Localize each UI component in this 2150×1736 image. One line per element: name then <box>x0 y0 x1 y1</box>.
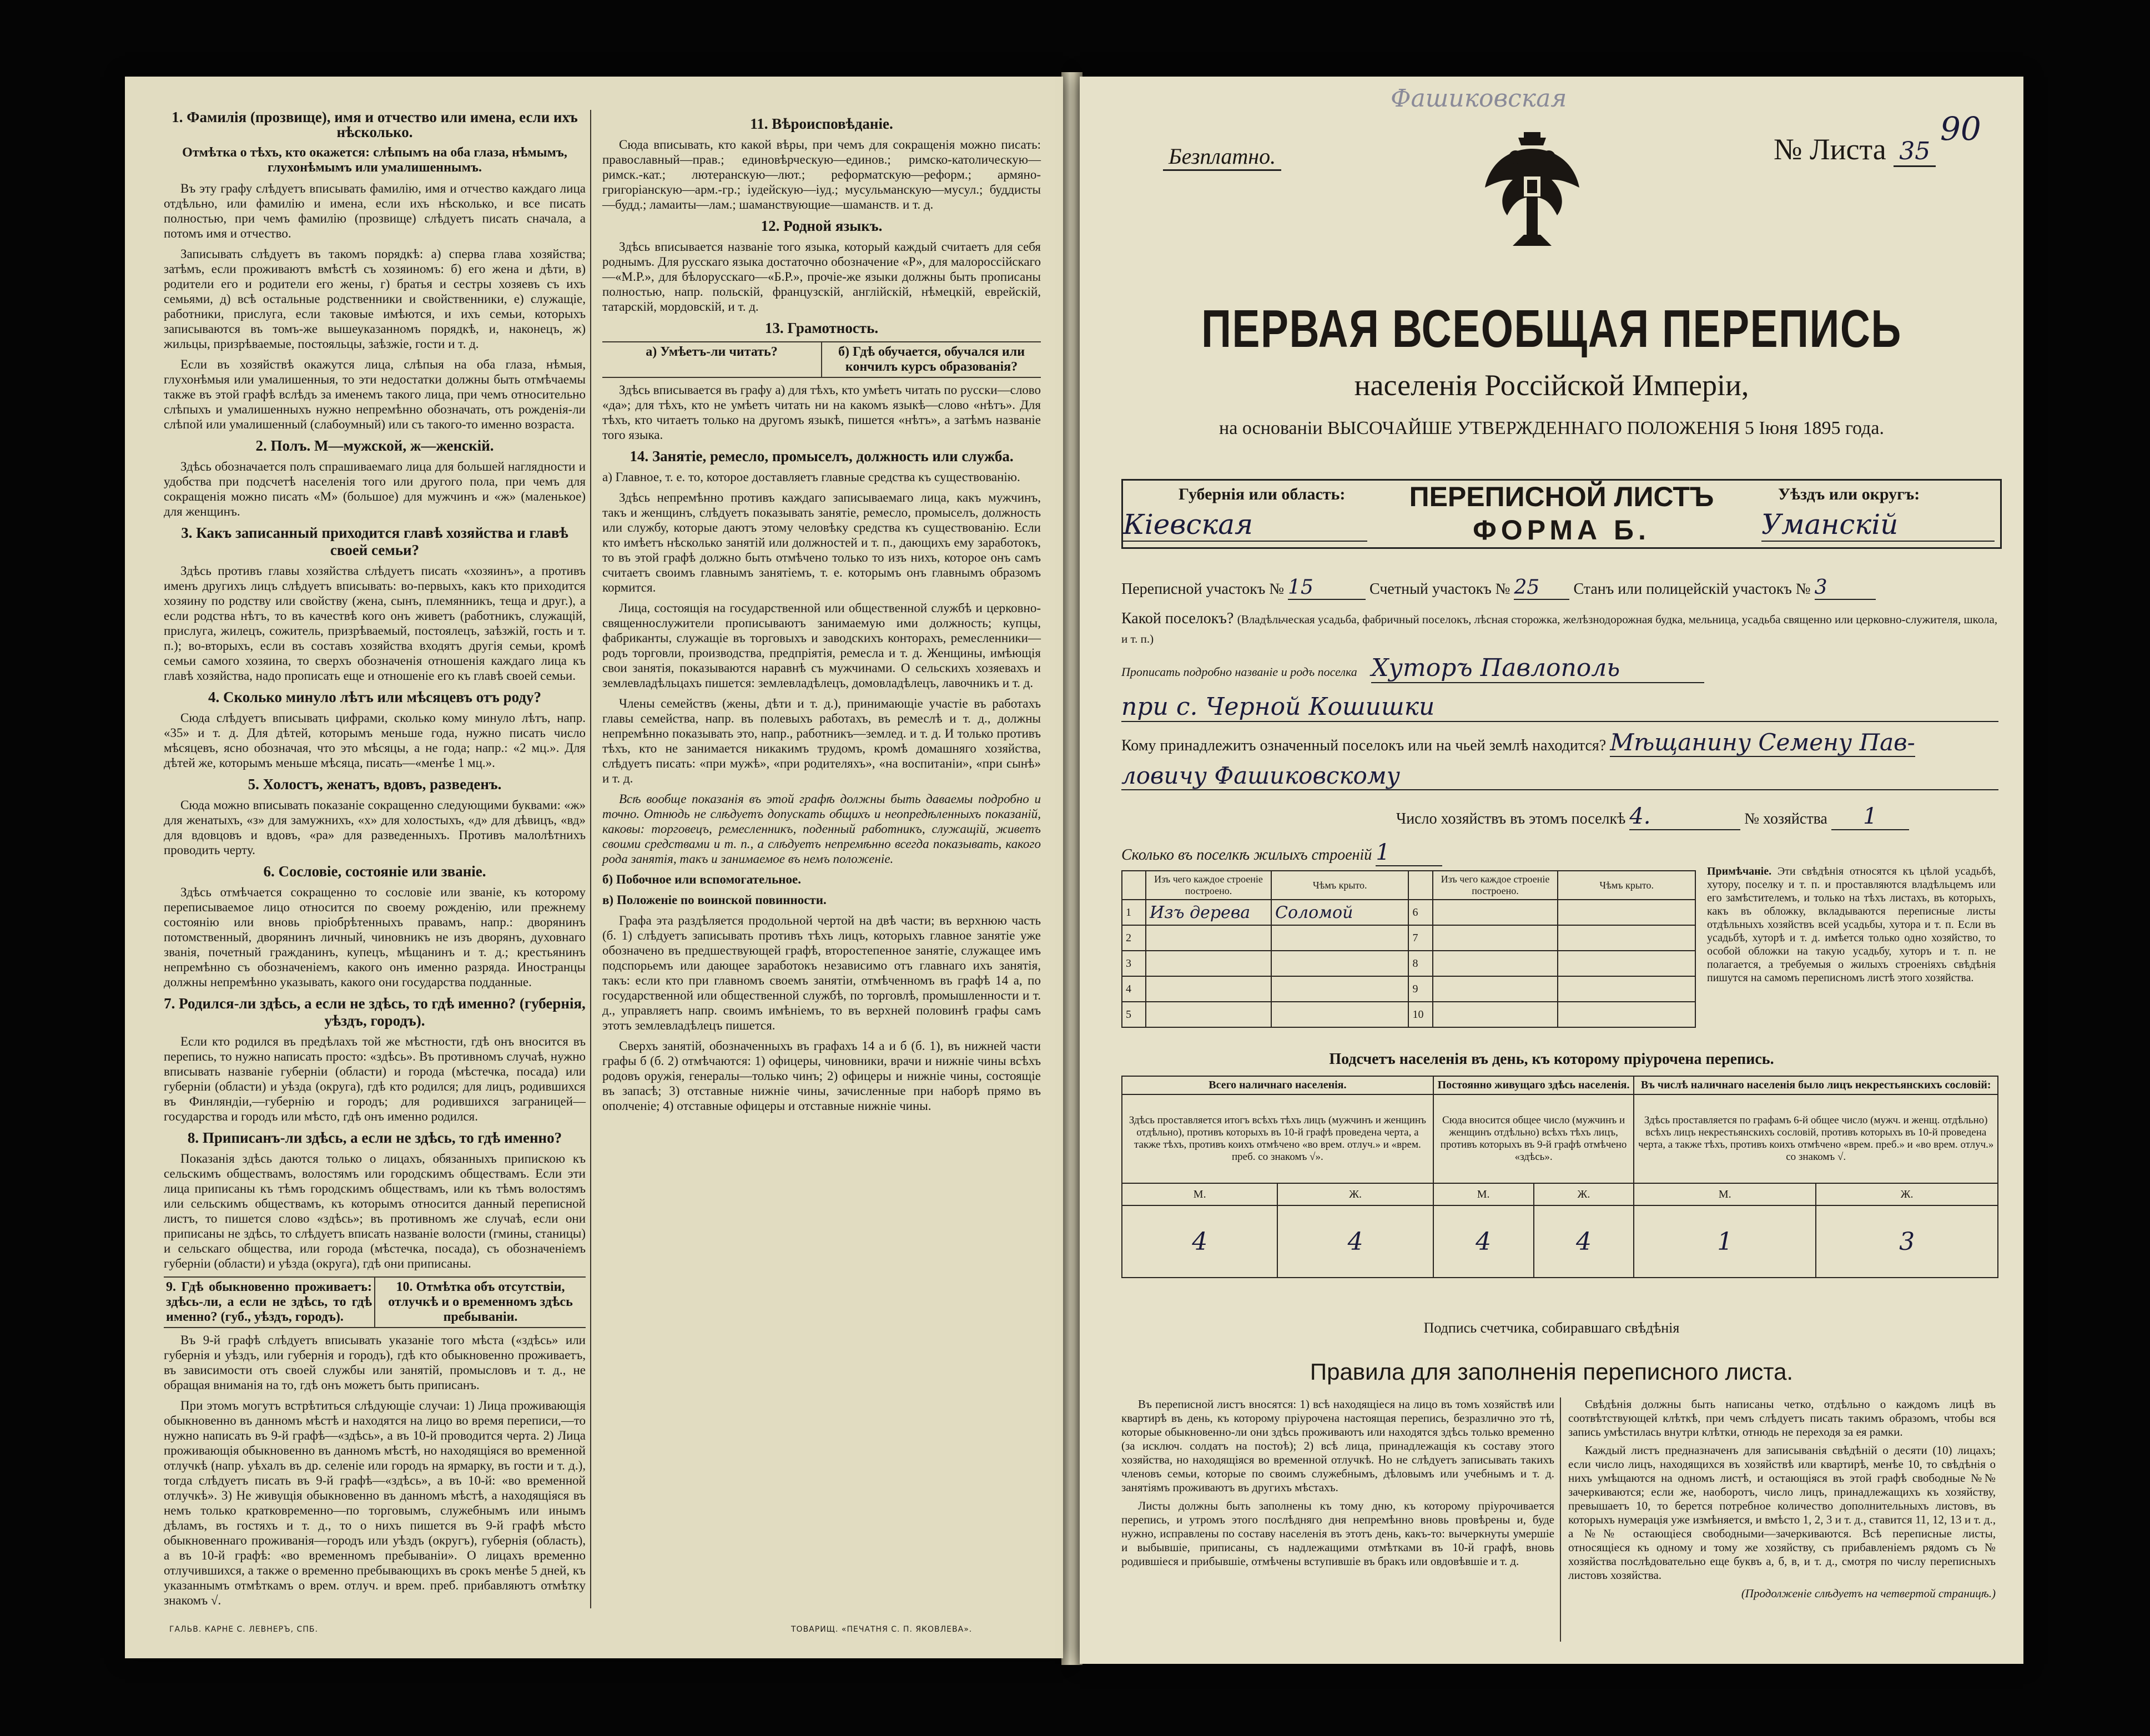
resident-population-header: Постоянно живущаго здѣсь населенія. <box>1433 1076 1634 1094</box>
settlement-label: Какой поселокъ? <box>1121 610 1234 627</box>
province-label: Губернія или область: <box>1179 485 1346 503</box>
table-row <box>1122 976 1695 1002</box>
settlement-value-2: при с. Черной Кошишки <box>1121 693 1998 722</box>
section-4-text: Сюда слѣдуетъ вписывать цифрами, сколько кому минуло лѣтъ, напр. «35» и т. д. Для дѣтей, которымъ меньше года, нужно писать число мѣсяцевъ, ясно обозначая, что это мѣсяцы, а не года; напр.: «2 мц.». Для дѣтей же, которымъ меньше мѣсяца, писать—«менѣе 1 мц.». <box>164 711 586 770</box>
section-14-title: 14. Занятіе, ремесло, промыселъ, должность или служба. <box>630 448 1014 465</box>
printer-imprint-right: ТОВАРИЩ. «ПЕЧАТНЯ С. П. ЯКОВЛЕВА». <box>791 1625 973 1634</box>
section-14-text: Графа эта раздѣляется продольной чертой на двѣ части; въ верхнюю часть (б. 1) слѣдуетъ записывать противъ тѣхъ лицъ, которыхъ главное занятіе уже обозначено въ предшествующей графѣ, второстепенное занятіе, служащее имъ подспорьемъ или дающее заработокъ независимо отъ главнаго ихъ занятія, такъ: если кто при главномъ своемъ занятіи, отмѣченномъ въ графѣ 14 а, по государственной или общественной службѣ, по торговлѣ, промышленности и т. д., управляетъ напр. своимъ имѣніемъ, то въ верхней половинѣ графы самъ этотъ землевладѣлецъ пишется. <box>602 914 1041 1032</box>
instructions-page <box>125 77 1063 1658</box>
section-1-text: Записывать слѣдуетъ въ такомъ порядкѣ: а) сперва глава хозяйства; затѣмъ, если проживаютъ вмѣстѣ съ хозяиномъ: б) его жена и дѣти, в) родители его и родители его жены, г) братья и сестры хозяевъ съ ихъ семьями, д) всѣ остальные родственники и свойственники, е) служащіе, работники, прислуга, если таковые имѣются, и ихъ семьи, которыхъ записываются въ томъ-же вышеуказанномъ порядкѣ, и, наконецъ, ж) жильцы, призрѣваемые, постояльцы, заѣзжіе, гости и т. д. <box>164 247 586 351</box>
roof-header: Чѣмъ крыто. <box>1558 871 1695 900</box>
section-13a-title: а) Умѣетъ-ли читать? <box>602 342 822 377</box>
section-9-text: Въ 9-й графѣ слѣдуетъ вписывать указаніе того мѣста («здѣсь» или губернія и уѣздъ, или губернія и городъ), гдѣ кто обыкновенно проживаетъ, въ зависимости отъ своей службы или занятій, промысловъ и т. д., не обращая вниманія на то, гдѣ онъ можетъ быть приписанъ. <box>164 1333 586 1392</box>
total-male-count: 4 <box>1122 1205 1277 1278</box>
form-title: ПЕРЕПИСНОЙ ЛИСТЪ <box>1409 481 1714 512</box>
settlement-hint-2: Прописать подробно названіе и родъ поселка <box>1121 665 1357 679</box>
row-number: 8 <box>1408 951 1432 976</box>
instructions-column-2 <box>602 110 1041 1119</box>
row-number: 6 <box>1408 900 1432 925</box>
table-row <box>1122 900 1695 925</box>
section-14c-title: в) Положеніе по воинской повинности. <box>602 893 827 907</box>
building-roof: Соломой <box>1271 900 1408 925</box>
households-label: Число хозяйствъ въ этомъ поселкѣ <box>1396 810 1626 827</box>
row-number: 5 <box>1122 1002 1146 1027</box>
section-1-title: 1. Фамилія (прозвище), имя и отчество или имена, если ихъ нѣсколько. <box>172 109 578 140</box>
sheet-number-field <box>1774 132 1936 166</box>
buildings-note <box>1707 865 1996 985</box>
female-label: Ж. <box>1816 1183 1998 1205</box>
buildings-line <box>1121 840 1442 866</box>
note-label: Примѣчаніе. <box>1707 865 1772 877</box>
province-value: Кіевская <box>1123 508 1367 542</box>
table-row <box>1122 951 1695 976</box>
section-1-text: Въ эту графу слѣдуетъ вписывать фамилію, имя и отчество каждаго лица отдѣльно, или фамилію и имена, если ихъ нѣсколько, и все писать полностью, при чемъ фамилію (прозвище) слѣдуетъ писать сначала, а потомъ имя и отчество. <box>164 181 586 240</box>
district-value: Уманскій <box>1761 508 1995 542</box>
police-district-label: Станъ или полицейскій участокъ № <box>1573 581 1811 598</box>
form-header-box <box>1121 479 2002 549</box>
census-district-value: 15 <box>1288 576 1366 600</box>
instructions-column-1 <box>164 110 586 1613</box>
owner-question: Кому принадлежитъ означенный поселокъ или на чьей землѣ находится? <box>1121 737 1607 754</box>
resident-female-count: 4 <box>1534 1205 1634 1278</box>
households-value: 4. <box>1629 804 1740 830</box>
rules-title: Правила для заполненія переписного листа. <box>1310 1359 1794 1385</box>
section-14b-title: б) Побочное или вспомогательное. <box>602 872 801 886</box>
section-10-title: 10. Отмѣтка объ отсутствіи, отлучкѣ и о временномъ здѣсь пребываніи. <box>388 1280 573 1324</box>
population-count-title: Подсчетъ населенія въ день, къ которому пріурочена перепись. <box>1329 1051 1774 1068</box>
section-3-text: Здѣсь противъ главы хозяйства слѣдуетъ писать «хозяинъ», а противъ именъ другихъ лицъ слѣдуетъ вписывать: во-первыхъ, какъ кто приходится хозяину по родству или свойству (жена, сынъ, племянникъ, теща и друг.), а если родства нѣтъ, то въ качествѣ кого онъ живетъ (работникъ, служащій, прислуга, жилецъ, сожитель, призрѣваемый, постоялецъ, заѣзжій, гость и т. п.); во-вторыхъ, если въ составъ хозяйства входятъ другія семьи, кромѣ семьи самого хозяина, то сверхъ обозначенія отношенія каждаго лица къ главѣ хозяйства, надо прописать еще и отношеніе его къ главѣ своей семьи. <box>164 564 586 683</box>
section-9-text: При этомъ могутъ встрѣтиться слѣдующіе случаи: 1) Лица проживающія обыкновенно въ данномъ мѣстѣ и находятся на лицо во время переписи,—то нужно написать въ 9-й графѣ—«здѣсь», а въ 10-й проводится черта. 2) Лица проживающія обыкновенно въ данномъ мѣстѣ, но находящіяся во временной отлучкѣ (напр. уѣхалъ въ др. селеніе или городъ на ярмарку, въ гости и т. д.), тогда слѣдуетъ писать въ 9-й графѣ—«здѣсь», а въ 10-й: «во временной отлучкѣ». 3) Не живущія обыкновенно въ данномъ мѣстѣ, а находящіяся въ немъ только кратковременно—по торговымъ, служебнымъ или инымъ дѣламъ, въ гостяхъ и т. д., то о нихъ пишется въ 9-й графѣ мѣсто обыкновеннаго проживанія—городъ или уѣздъ (округъ), губернія (область), а въ 10-й графѣ: «во временномъ пребываніи». О лицахъ временно отлучившихся, а также о временно пребывающихъ въ срокъ менѣе 5 дней, къ указаннымъ отмѣткамъ о врем. отлуч. и врем. преб. прибавляютъ отмѣтку знакомъ √. <box>164 1399 586 1607</box>
non-peasant-desc: Здѣсь проставляется по графамъ 6-й общее число (мужч. и женщ. отдѣльно) всѣхъ лицъ некрестьянскихъ сословій, противъ которыхъ въ 10-й проведена черта, а также тѣхъ, противъ коихъ отмѣчено «врем. преб.» и «во врем. отлуч.» со знакомъ √. <box>1634 1094 1998 1183</box>
buildings-label: Сколько въ поселкѣ жилыхъ строеній <box>1121 846 1372 864</box>
sheet-number-label: № Листа <box>1774 133 1886 166</box>
section-14-subtitle: а) Главное, т. е. то, которое доставляетъ главные средства къ существованію. <box>602 470 1020 484</box>
section-8-text: Показанія здѣсь даются только о лицахъ, обязанныхъ припискою къ сельскимъ обществамъ, волостямъ или городскимъ обществамъ. Если эти лица приписаны къ тѣмъ городскимъ обществамъ, или къ тѣмъ волостямъ или сельскимъ обществамъ, къ которымъ относится данный переписной листъ, то пишется слово «здѣсь»; въ противномъ же случаѣ, если они приписаны не здѣсь, то слѣдуетъ вписать названіе волости (гмины, станицы) и сельскаго общества, или города (мѣстечка, посада), съ обозначеніемъ губерніи (области) и уѣзда (округа), гдѣ они приписаны. <box>164 1152 586 1270</box>
female-label: Ж. <box>1534 1183 1634 1205</box>
total-population-header: Всего наличнаго населенія. <box>1122 1076 1433 1094</box>
counting-district-value: 25 <box>1514 576 1569 600</box>
settlement-question <box>1121 609 1998 648</box>
non-peasant-male-count: 1 <box>1634 1205 1816 1278</box>
section-12-title: 12. Родной языкъ. <box>761 218 883 234</box>
male-label: М. <box>1433 1183 1534 1205</box>
table-row <box>1122 925 1695 951</box>
row-number: 4 <box>1122 976 1146 1002</box>
police-district-value: 3 <box>1815 576 1876 600</box>
material-header: Изъ чего каждое строеніе построено. <box>1433 871 1558 900</box>
male-label: М. <box>1634 1183 1816 1205</box>
household-number-label: № хозяйства <box>1744 810 1827 827</box>
section-11-text: Сюда вписывать, кто какой вѣры, при чемъ для сокращенія можно писать: православный—прав.; единовѣрческую—единов.; римско-католическую—римск.-кат.; лютеранскую—лют.; реформатскую—реформ.; армяно-григоріанскую—арм.-гр.; іудейскую—іуд.; мусульманскую—мусул.; буддисты—будд.; ламаиты—лам.; шаманствующие—шаманств. и т. д. <box>602 138 1041 211</box>
buildings-table <box>1121 870 1696 1028</box>
sections-9-10-header <box>164 1276 586 1328</box>
census-form-page <box>1080 77 2023 1664</box>
section-14-text: Лица, состоящія на государственной или общественной службѣ и церковно-священнослужители прописываютъ занимаемую ими должность; купцы, фабриканты, служащіе въ торговыхъ и заводскихъ конторахъ, ремесленники—родъ торговли, производства, предпріятія, ремесла и т. д. Женщины, имѣющія свои занятія, показываются наравнѣ съ мужчинами. О сельскихъ хозяевахъ и землевладѣльцахъ пишется: землевладѣлецъ, домовладѣлецъ, лавочникъ и т. д. <box>602 601 1041 690</box>
household-number-value: 1 <box>1831 804 1909 830</box>
row-number: 1 <box>1122 900 1146 925</box>
counting-district-label: Счетный участокъ № <box>1369 581 1510 598</box>
section-13-text: Здѣсь вписывается въ графу а) для тѣхъ, кто умѣетъ читать по русски—слово «да»; для тѣхъ, кто не умѣетъ читать ни на какомъ языкѣ—слово «нѣтъ». Для тѣхъ, кто читаетъ только на другомъ языкѣ, пишется «нѣтъ», а затѣмъ названіе того языка. <box>602 383 1041 442</box>
resident-male-count: 4 <box>1433 1205 1534 1278</box>
rules-text: Каждый листъ предназначенъ для записыванія свѣдѣній о десяти (10) лицахъ; если число лицъ, находящихся въ хозяйствѣ или квартирѣ, менѣе 10, то свѣдѣнія о нихъ умѣщаются на одномъ листѣ, и остающіяся въ этой графѣ свободные №№ зачеркиваются; если же, наоборотъ, число лицъ, принадлежащихъ къ хозяйству, превышаетъ 10, то берется потребное количество дополнительныхъ листовъ, въ которыхъ нумерація уже измѣняется, и вмѣсто 1, 2, 3 и т. д., ставится 11, 12, 13 и т. д., а №№ остающіеся свободными—зачеркиваются. Всѣ переписные листы, относящіеся къ одному и тому же хозяйству, съ прибавленіемъ рядомъ съ № хозяйства послѣдовательно еще буквъ а, б, в, и т. д., смотря по числу переписныхъ листовъ хозяйства. <box>1568 1444 1996 1582</box>
enumerator-signature-label: Подпись счетчика, собиравшаго свѣдѣнія <box>1423 1320 1680 1336</box>
male-label: М. <box>1122 1183 1277 1205</box>
form-name: ФОРМА Б. <box>1473 514 1650 546</box>
census-district-line <box>1121 576 1998 600</box>
non-peasant-header: Въ числѣ наличнаго населенія было лицъ некрестьянскихъ сословій: <box>1634 1076 1998 1094</box>
census-district-label: Переписной участокъ № <box>1121 581 1285 598</box>
printer-imprint-left: ГАЛЬВ. КАРНЕ С. ЛЕВНЕРЪ, СПБ. <box>169 1625 318 1634</box>
district-label: Уѣздъ или округъ: <box>1778 485 1920 503</box>
section-5-title: 5. Холостъ, женатъ, вдовъ, разведенъ. <box>248 776 502 793</box>
rules-column-2 <box>1568 1397 1996 1601</box>
section-6-title: 6. Сословіе, состояніе или званіе. <box>263 863 486 880</box>
row-number: 10 <box>1408 1002 1432 1027</box>
section-13-title: 13. Грамотность. <box>764 320 879 336</box>
owner-question-line <box>1121 729 1998 756</box>
section-11-title: 11. Вѣроисповѣданіе. <box>750 115 893 132</box>
section-7-text: Если кто родился въ предѣлахъ той же мѣстности, гдѣ онъ вносится въ перепись, то нужно написать просто: «здѣсь». Въ противномъ случаѣ, нужно вписывать названіе губерніи (области) и города (мѣстечка, посада) или губерніи (области) и уѣзда (округа), гдѣ кто родился; для лицъ, родившихся въ Финляндіи,—губернію и городъ; для родившихся заграницей—государства и городъ или мѣсто, гдѣ онъ именно родился. <box>164 1034 586 1123</box>
section-14-text: Здѣсь непремѣнно противъ каждаго записываемаго лица, какъ мужчинъ, такъ и женщинъ, слѣдуетъ показывать занятіе, ремесло, промыселъ, должность или службу, которые даютъ этому человѣку средства къ существованію. Если кто имѣетъ нѣсколько занятій или должностей и т. п., дающихъ ему заработокъ, то въ этой графѣ должно быть отмѣчено только то изъ нихъ, которое онъ самъ считаетъ своимъ главнымъ занятіемъ, т. е. которымъ онъ главнымъ образомъ кормится. <box>602 491 1041 594</box>
sheet-number-value: 35 <box>1894 137 1936 167</box>
section-9-title: 9. Гдѣ обыкновенно проживаетъ: здѣсь-ли, а если не здѣсь, то гдѣ именно? (губ., уѣздъ, городъ). <box>164 1278 375 1327</box>
owner-value-2: ловичу Фашиковскому <box>1121 762 1998 790</box>
population-count-table <box>1121 1076 1998 1278</box>
total-population-desc: Здѣсь проставляется итогъ всѣхъ тѣхъ лицъ (мужчинъ и женщинъ отдѣльно), противъ которыхъ въ 10-й графѣ проведена черта, а также тѣхъ, противъ коихъ отмѣчено «во врем. отлуч.» и «врем. преб. со знакомъ √». <box>1122 1094 1433 1183</box>
settlement-hint: (Владѣльческая усадьба, фабричный поселокъ, лѣсная сторожка, желѣзнодорожная будка, мельница, усадьба священно или церковно-служителя, школа, и т. п.) <box>1121 613 1998 645</box>
section-14-text: Сверхъ занятій, обозначенныхъ въ графахъ 14 а и б (б. 1), въ нижней части графы б (б. 2) отмѣчаются: 1) офицеры, чиновники, врачи и нижніе чины всѣхъ родовъ оружія, генералы—только чинъ; 2) офицеры и нижніе чины, состоящіе въ запасѣ; 3) отставные нижніе чины, зачисленные при наборѣ прямо въ ополченіе; 4) отставные офицеры и отставные нижніе чины. <box>602 1039 1041 1113</box>
section-14-text: Члены семействъ (жены, дѣти и т. д.), принимающіе участіе въ работахъ главы семейства, напр. въ полевыхъ работахъ, въ ремеслѣ и т. д., должны непремѣнно показывать это, напр., работникъ—землед. и т. д. И только противъ тѣхъ, кто не занимается никакимъ трудомъ, кромѣ домашняго хозяйства, слѣдуетъ писать: «при мужѣ», «при родителяхъ», «на воспитаніи», «при сынѣ» и т. д. <box>602 697 1041 785</box>
section-14-text: Всѣ вообще показанія въ этой графѣ должны быть даваемы подробно и точно. Отнюдь не слѣдуетъ допускать общихъ и неопредѣленныхъ показаній, каковы: торговецъ, ремесленникъ, поденный работникъ, служащій, живетъ своими средствами и т. п., а слѣдуетъ непремѣнно всегда показывать, какого рода занятія, такъ и занимаемое въ немъ положеніе. <box>602 792 1041 866</box>
section-8-title: 8. Приписанъ-ли здѣсь, а если не здѣсь, то гдѣ именно? <box>187 1129 562 1146</box>
row-number: 7 <box>1408 925 1432 951</box>
handwritten-surname: Фашиковская <box>1391 84 1567 113</box>
section-6-text: Здѣсь отмѣчается сокращенно то сословіе или званіе, къ которому переписываемое лицо относится по своему рожденію, или прежнему состоянію или вновь пріобрѣтенныхъ правамъ, напр.: дворянинъ потомственный, дворянинъ личный, чиновникъ не изъ дворянъ, духовнаго званія, почетный гражданинъ, купецъ, мѣщанинъ и т. д.; крестьянинъ непремѣнно съ обозначеніемъ, какого онъ именно разряда. Иностранцы должны непремѣнно указывать, какого они государства подданные. <box>164 885 586 989</box>
section-13b-title: б) Гдѣ обучается, обучался или кончилъ курсъ образованія? <box>838 345 1025 374</box>
rules-continued-note: (Продолженіе слѣдуетъ на четвертой страницѣ.) <box>1741 1587 1996 1600</box>
census-title: ПЕРВАЯ ВСЕОБЩАЯ ПЕРЕПИСЬ <box>1201 299 1902 359</box>
census-legal-basis: на основаніи ВЫСОЧАЙШЕ УТВЕРЖДЕННАГО ПОЛОЖЕНІЯ 5 Іюня 1895 года. <box>1219 418 1884 438</box>
rules-text: Свѣдѣнія должны быть написаны четко, отдѣльно о каждомъ лицѣ въ соотвѣтствующей клѣткѣ, при чемъ слѣдуетъ писать такимъ образомъ, чтобы вся запись умѣстилась внутри клѣтки, отнюдь не переходя за ея рамки. <box>1568 1397 1996 1439</box>
settlement-line-1 <box>1121 654 1998 683</box>
rules-divider <box>1560 1397 1561 1642</box>
rules-text: Въ переписной листъ вносятся: 1) всѣ находящіеся на лицо въ томъ хозяйствѣ или квартирѣ въ день, къ которому пріурочена настоящая перепись, безразлично это тѣ, которые обыкновенно-ли они здѣсь проживаютъ или находятся здѣсь только временно (за исключ. солдатъ на постоѣ); 2) всѣ лица, принадлежащія къ составу этого хозяйства, но находящіяся во временной отлучкѣ. Но не слѣдуетъ записывать такихъ членовъ семьи, которые по своимъ служебнымъ, дѣловымъ или учебнымъ и т. д. занятіямъ проживаютъ въ другихъ мѣстахъ. <box>1121 1397 1554 1494</box>
total-female-count: 4 <box>1277 1205 1433 1278</box>
material-header: Изъ чего каждое строеніе построено. <box>1146 871 1271 900</box>
section-13-subheader <box>602 341 1041 378</box>
census-subtitle: населенія Россійской Имперіи, <box>1354 369 1749 402</box>
double-headed-eagle-emblem <box>1479 127 1585 249</box>
row-number: 9 <box>1408 976 1432 1002</box>
section-3-title: 3. Какъ записанный приходится главѣ хозяйства и главѣ своей семьи? <box>181 524 568 558</box>
table-row <box>1122 1002 1695 1027</box>
rules-text: Листы должны быть заполнены къ тому дню, къ которому пріурочивается перепись, и утромъ этого послѣдняго дня непремѣнно вновь провѣрены и, буде нужно, исправлены по составу населенія въ этотъ день, какъ-то: вычеркнуты умершіе и выбывшіе, приписаны, съ надлежащими отмѣтками въ 10-й графѣ, вновь родившіеся и прибывшіе, отмѣчены вступившіе въ бракъ или овдовѣвшіе и т. д. <box>1121 1499 1554 1568</box>
resident-population-desc: Сюда вносится общее число (мужчинъ и женщинъ отдѣльно) всѣхъ тѣхъ лицъ, противъ которыхъ въ 9-й графѣ отмѣчено «здѣсь». <box>1433 1094 1634 1183</box>
section-2-text: Здѣсь обозначается полъ спрашиваемаго лица для большей наглядности и удобства при подсчетѣ населенія того или другого пола, при чемъ для сокращенія можно писать «М» (большое) для мужчинъ и «ж» (маленькое) для женщинъ. <box>164 460 586 518</box>
free-label: Безплатно. <box>1163 143 1281 171</box>
section-4-title: 4. Сколько минуло лѣтъ или мѣсяцевъ отъ роду? <box>208 689 541 705</box>
rules-column-1 <box>1121 1397 1554 1568</box>
handwritten-folio-number: 90 <box>1940 110 1981 148</box>
building-material: Изъ дерева <box>1146 900 1271 925</box>
non-peasant-female-count: 3 <box>1816 1205 1998 1278</box>
section-1-text: Если въ хозяйствѣ окажутся лица, слѣпыя на оба глаза, нѣмыя, глухонѣмыя или умалишенныя, то эти недостатки должны быть отмѣчаемы также въ этой графѣ вслѣдъ за именемъ такого лица, при чемъ относительно слѣпыхъ и умалишенныхъ нужно непремѣнно обозначать, отъ рожденія-ли слѣпой или умалишенный (слабоумный) или съ такого-то именно возраста. <box>164 357 586 431</box>
section-7-title: 7. Родился-ли здѣсь, а если не здѣсь, то гдѣ именно? (губернія, уѣздъ, городъ). <box>164 995 586 1029</box>
section-12-text: Здѣсь вписывается названіе того языка, который каждый считаетъ для себя роднымъ. Для русскаго языка достаточно обозначение «Р», для малороссійскаго—«М.Р.», для бѣлорусскаго—«Б.Р.», прочіе-же языки должны быть прописаны полностью, напр. польскій, французскій, англійскій, нѣмецкій, еврейскій, татарскій, мордовскій, и т. д. <box>602 240 1041 314</box>
owner-value-1: Мѣщанину Семену Пав- <box>1610 729 1915 756</box>
column-divider <box>590 110 591 1608</box>
row-number: 3 <box>1122 951 1146 976</box>
settlement-value-1: Хуторъ Павлополь <box>1371 654 1704 683</box>
roof-header: Чѣмъ крыто. <box>1271 871 1408 900</box>
section-2-title: 2. Полъ. М—мужской, ж—женскій. <box>255 437 494 454</box>
female-label: Ж. <box>1277 1183 1433 1205</box>
section-1-subtitle: Отмѣтка о тѣхъ, кто окажется: слѣпымъ на оба глаза, нѣмымъ, глухонѣмымъ или умалишеннымъ. <box>182 145 567 175</box>
row-number: 2 <box>1122 925 1146 951</box>
buildings-value: 1 <box>1376 840 1442 866</box>
note-text: Эти свѣдѣнія относятся къ цѣлой усадьбѣ, хутору, поселку и т. п. и проставляются владѣльцемъ или его замѣстителемъ, и только на тѣхъ листахъ, въ которыхъ, какъ въ обложку, вкладываются переписные листы отдѣльныхъ хозяйствъ всей усадьбы, хутора и т. п. Если въ усадьбѣ, хуторѣ и т. д. имѣется только одно хозяйство, то особой обложки на такую усадьбу, хуторъ и т. п. не полагается, а требуемыя о жилыхъ строеніяхъ свѣдѣнія пишутся на самомъ переписномъ листѣ этого хозяйства. <box>1707 865 1996 984</box>
section-5-text: Сюда можно вписывать показаніе сокращенно следующими буквами: «ж» для женатыхъ, «з» для замужнихъ, «х» для холостыхъ, «д» для дѣвицъ, «вд» для вдовцовъ и вдовъ, «ра» для разведенныхъ. Противъ малолѣтнихъ проводить черту. <box>164 798 586 857</box>
households-line <box>1396 804 1998 830</box>
